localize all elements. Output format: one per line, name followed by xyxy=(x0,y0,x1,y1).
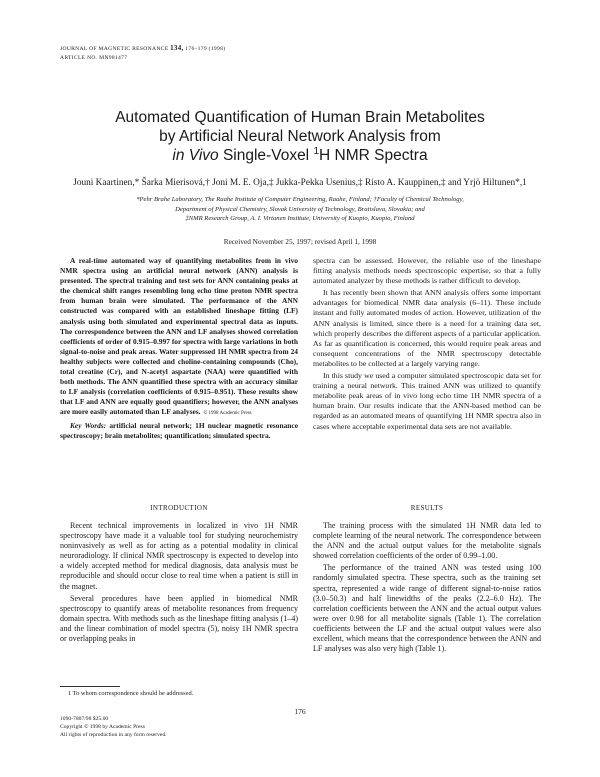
page-number: 176 xyxy=(294,707,306,716)
keywords-text: artificial neural network; 1H nuclear magnetic resonance spectroscopy; brain metabolites; quantification; simulated spectra. xyxy=(60,421,298,441)
right-column-top xyxy=(313,256,541,434)
title-line-3 xyxy=(60,146,540,165)
paragraph: Recent technical improvements in localized in vivo 1H NMR spectroscopy have made it a valuable tool for studying neurochemistry noninvasively as well as for acting as a potential modality in clinical neuroradiology. If clinical NMR spectroscopy is expected to develop into a widely accepted method for medical diagnosis, data analysis must be reproducible and should occur close to real time when a patient is still in the magnet. xyxy=(60,521,298,591)
introduction-heading: INTRODUCTION xyxy=(150,504,208,512)
affiliation-line: *Pehr Brahe Laboratory, The Raahe Institute of Computer Engineering, Raahe, Finland; †Faculty of Chemical Technology, xyxy=(136,196,464,203)
keywords-label: Key Words: xyxy=(70,421,107,430)
title-part-b: H NMR Spectra xyxy=(319,147,428,164)
journal-pages: 176–179 (1998) xyxy=(185,46,226,52)
abstract xyxy=(60,256,298,420)
introduction-body xyxy=(60,521,298,646)
title-line-1: Automated Quantification of Human Brain Metabolites xyxy=(115,109,485,126)
paragraph: The training process with the simulated 1H NMR data led to complete learning of the neural network. The correspondence between the ANN and the actual output values for the metabolite signals showed correlation coefficients of the order of 0.99–1.00. xyxy=(313,521,541,561)
journal-name: JOURNAL OF MAGNETIC RESONANCE xyxy=(60,46,169,52)
author-list: Jouni Kaartinen,* Šarka Mierisová,† Joni M. E. Oja,‡ Jukka-Pekka Usenius,‡ Risto A. Kauppinen,‡ and Yrjö Hiltunen*,1 xyxy=(73,178,527,188)
paragraph: In this study we used a computer simulated spectroscopic data set for training a neural network. This trained ANN was utilized to quantify metabolite peak areas of in vivo long echo time 1H NMR spectra of a human brain. Our results indicate that the ANN-based method can be regarded as an automated means of quantifying 1H NMR spectra also in cases where acceptable experimental data sets are not available. xyxy=(313,371,541,431)
journal-line xyxy=(60,44,225,54)
paragraph: The performance of the trained ANN was tested using 100 randomly simulated spectra. These spectra, such as the training set spectra, represented a wide range of different signal-to-noise ratios (3.0–50.3) and half linewidths of the peaks (2.2–6.0 Hz). The correlation coefficients between the ANN and the actual output values were over 0.98 for all metabolite signals (Table 1). The correlation coefficients between the LF and the actual output values were also excellent, which means that the correspondence between the ANN and LF analyses was also very high (Table 1). xyxy=(313,563,541,654)
paragraph: It has recently been shown that ANN analysis offers some important advantages for biomedical NMR data analysis (6–11). These include instant and fully automated modes of action. However, utilization of the ANN analysis is limited, since there is a need for a training data set, which properly describes the different aspects of a particular application. As far as quantification is concerned, this would require peak areas and consequent concentrations of the NMR spectroscopy detectable metabolites to be collected at a largely varying range. xyxy=(313,288,541,368)
title-italic: in Vivo xyxy=(172,147,219,164)
article-number: ARTICLE NO. MN981477 xyxy=(60,55,128,61)
footnote-divider xyxy=(60,686,120,687)
results-heading: RESULTS xyxy=(410,504,444,512)
journal-volume: 134, xyxy=(170,44,184,52)
title-superscript: 1 xyxy=(313,145,320,157)
abstract-text: A real-time automated way of quantifying metabolites from in vivo NMR spectra using an artificial neural network (ANN) analysis is presented. The spectral training and test sets for ANN containing peaks at the chemical shift ranges resembling long echo time proton NMR spectra from human brain were simulated. The performance of the ANN constructed was compared with an established lineshape fitting (LF) analysis using both simulated and experimental spectral data as inputs. The correspondence between the ANN and LF analyses showed correlation coefficients of order of 0.915–0.997 for spectra with large variations in both signal-to-noise and peak areas. Water suppressed 1H NMR spectra from 24 healthy subjects were collected and choline-containing compounds (Cho), total creatine (Cr), and N-acetyl aspartate (NAA) were quantified with both methods. The ANN quantified these spectra with an accuracy similar to LF analysis (correlation coefficients of 0.915–0.951). These results show that LF and ANN are equally good quantifiers; however, the ANN analyses are more easily automated than LF analyses. xyxy=(60,256,298,417)
paragraph: Several procedures have been applied in biomedical NMR spectroscopy to quantify areas of metabolite resonances from frequency domain spectra. With methods such as the lineshape fitting analysis (1–4) and the linear combination of model spectra (5), noisy 1H NMR spectra or overlapping peaks in xyxy=(60,593,298,644)
title-part-a: Single-Voxel xyxy=(218,147,314,164)
affiliation-line: Department of Physical Chemistry, Slovak University of Technology, Bratislava, Slovakia; and xyxy=(175,205,425,213)
affiliations xyxy=(60,195,540,224)
paragraph: spectra can be assessed. However, the reliable use of the lineshape fitting analysis methods needs spectroscopic expertise, so that a fully automated analyzer by these methods is rather difficult to develop. xyxy=(313,256,541,286)
copyright-line: All rights of reproduction in any form reserved. xyxy=(60,731,167,738)
received-dates: Received November 25, 1997; revised April 1, 1998 xyxy=(223,237,377,246)
affiliation-line: ‡NMR Research Group, A. I. Virtanen Institute, University of Kuopio, Kuopio, Finland xyxy=(185,215,415,222)
copyright-line: 1090-7807/98 $25.00 xyxy=(60,716,109,722)
copyright-line: Copyright © 1998 by Academic Press xyxy=(60,723,145,730)
results-body xyxy=(313,521,541,656)
running-head xyxy=(60,44,225,63)
publisher-note: © 1998 Academic Press xyxy=(203,411,252,417)
keywords xyxy=(60,421,298,441)
footnote: 1 To whom correspondence should be addressed. xyxy=(68,690,194,697)
article-title xyxy=(60,108,540,165)
title-line-2: by Artificial Neural Network Analysis from xyxy=(159,128,441,145)
copyright-block xyxy=(60,716,167,739)
